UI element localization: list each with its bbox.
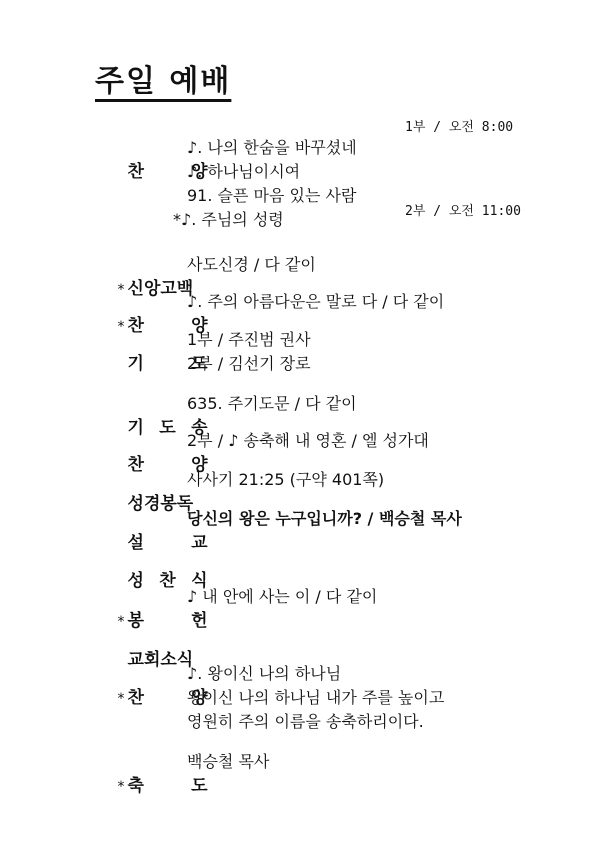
order-item-label: 교회소식 xyxy=(127,650,194,670)
order-item-text: 2부 / 김선기 장로 xyxy=(187,354,311,373)
order-item-text: 백승철 목사 xyxy=(187,752,270,771)
order-item-label: 설 교 xyxy=(127,533,208,553)
order-item-text: 왕이신 나의 하나님 내가 주를 높이고 xyxy=(187,688,445,707)
order-item-text: ♪. 나의 한숨을 바꾸셨네 xyxy=(187,138,357,157)
page-title: 주일 예배 xyxy=(95,64,232,99)
order-item-text: ♪. 하나님이시여 xyxy=(187,162,301,181)
standing-mark: * xyxy=(117,779,125,795)
order-item-text: 사도신경 / 다 같이 xyxy=(187,255,316,274)
order-item-label: 찬 양 xyxy=(127,162,208,182)
order-item-text: ♪. 주의 아름다운은 말로 다 / 다 같이 xyxy=(187,292,445,311)
order-item-label: 신앙고백 xyxy=(127,279,194,299)
service-time-second: 2부 / 오전 11:00 xyxy=(405,204,521,219)
standing-mark: * xyxy=(117,319,125,335)
service-time-first: 1부 / 오전 8:00 xyxy=(405,120,514,135)
order-item-text: ♪ 내 안에 사는 이 / 다 같이 xyxy=(187,587,378,606)
order-item-text: 635. 주기도문 / 다 같이 xyxy=(187,394,357,413)
order-item-text: *♪. 주님의 성령 xyxy=(173,210,284,229)
order-item-text: 2부 / ♪ 송축해 내 영혼 / 엘 성가대 xyxy=(187,431,429,450)
standing-mark: * xyxy=(117,614,125,630)
order-item-label: 축 도 xyxy=(127,776,208,796)
order-item-label: 성경봉독 xyxy=(127,494,194,514)
order-item-label: 찬 양 xyxy=(127,316,208,336)
order-item-text: ♪. 왕이신 나의 하나님 xyxy=(187,664,342,683)
standing-mark: * xyxy=(117,691,125,707)
order-item-text: 91. 슬픈 마음 있는 사람 xyxy=(187,186,357,205)
order-item-label: 봉 헌 xyxy=(127,611,208,631)
order-item-label: 찬 양 xyxy=(127,688,208,708)
order-item-label: 성 찬 식 xyxy=(127,571,208,591)
order-item-text: 1부 / 주진범 권사 xyxy=(187,330,311,349)
order-item-label: 찬 양 xyxy=(127,455,208,475)
order-item-label: 기 도 xyxy=(127,354,208,374)
order-item-text: 당신의 왕은 누구입니까? / 백승철 목사 xyxy=(187,509,462,528)
standing-mark: * xyxy=(117,282,125,298)
order-item-text: 사사기 21:25 (구약 401쪽) xyxy=(187,470,385,489)
order-item-label: 기 도 송 xyxy=(127,418,208,438)
order-item-text: 영원히 주의 이름을 송축하리이다. xyxy=(187,712,424,731)
